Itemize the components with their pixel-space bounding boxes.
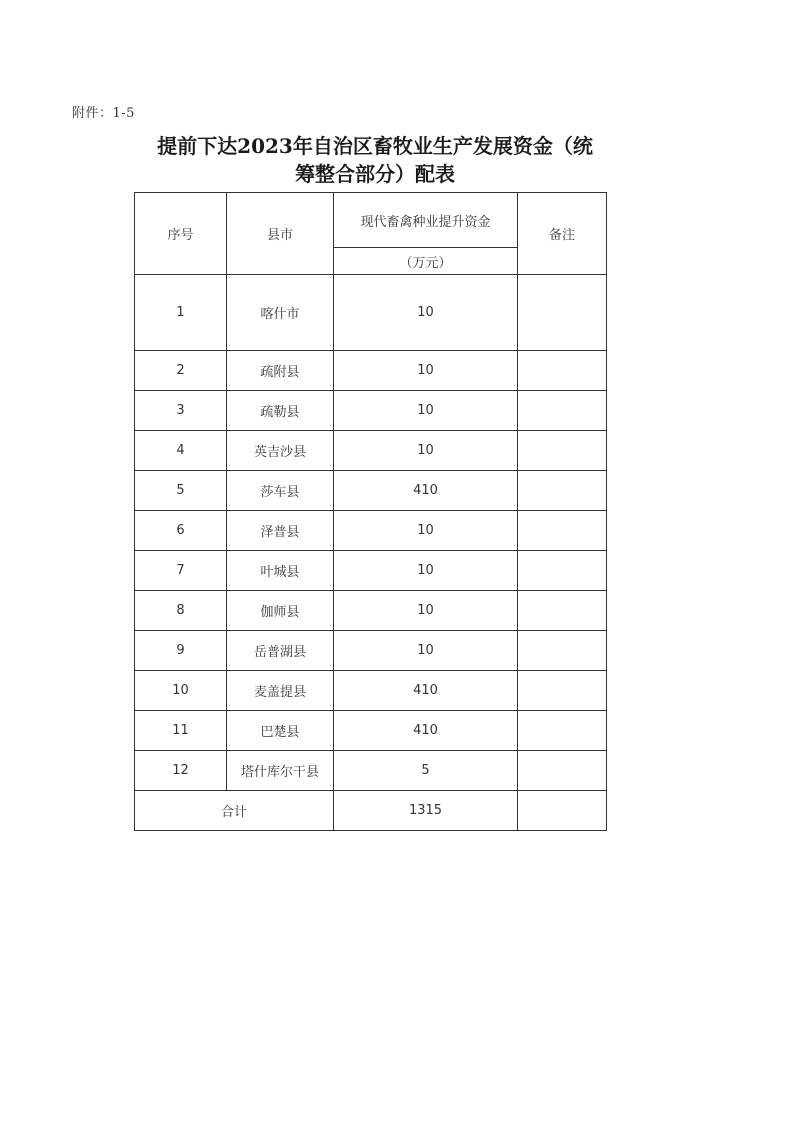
table-row	[135, 431, 607, 471]
cell-seq: 10	[135, 671, 227, 711]
table-row	[135, 751, 607, 791]
header-row	[135, 193, 607, 248]
cell-remarks	[518, 671, 607, 711]
cell-seq: 3	[135, 391, 227, 431]
cell-amount: 5	[334, 751, 518, 791]
table-row	[135, 551, 607, 591]
cell-amount: 10	[334, 431, 518, 471]
cell-amount: 10	[334, 351, 518, 391]
cell-remarks	[518, 711, 607, 751]
cell-remarks	[518, 511, 607, 551]
cell-amount: 10	[334, 511, 518, 551]
table-row	[135, 591, 607, 631]
cell-remarks	[518, 391, 607, 431]
cell-remarks	[518, 431, 607, 471]
cell-seq: 6	[135, 511, 227, 551]
table-row	[135, 471, 607, 511]
cell-county: 莎车县	[227, 471, 334, 511]
header-seq: 序号	[135, 193, 227, 275]
cell-seq: 4	[135, 431, 227, 471]
cell-amount: 410	[334, 711, 518, 751]
table-row	[135, 351, 607, 391]
cell-remarks	[518, 351, 607, 391]
allocation-table	[134, 192, 607, 831]
table-body	[135, 275, 607, 831]
cell-seq: 5	[135, 471, 227, 511]
title-line-1: 提前下达2023年自治区畜牧业生产发展资金（统	[157, 134, 593, 158]
total-remarks	[518, 791, 607, 831]
cell-amount: 410	[334, 671, 518, 711]
cell-county: 喀什市	[227, 275, 334, 351]
cell-amount: 10	[334, 391, 518, 431]
cell-remarks	[518, 275, 607, 351]
cell-seq: 8	[135, 591, 227, 631]
cell-seq: 2	[135, 351, 227, 391]
cell-seq: 1	[135, 275, 227, 351]
table-row	[135, 711, 607, 751]
cell-amount: 10	[334, 275, 518, 351]
table-row	[135, 511, 607, 551]
cell-seq: 11	[135, 711, 227, 751]
cell-seq: 12	[135, 751, 227, 791]
cell-county: 叶城县	[227, 551, 334, 591]
cell-seq: 9	[135, 631, 227, 671]
table-header	[135, 193, 607, 275]
cell-county: 塔什库尔干县	[227, 751, 334, 791]
total-row	[135, 791, 607, 831]
table-row	[135, 631, 607, 671]
table-row	[135, 671, 607, 711]
header-unit: （万元）	[334, 248, 518, 275]
cell-remarks	[518, 471, 607, 511]
cell-county: 疏附县	[227, 351, 334, 391]
cell-remarks	[518, 551, 607, 591]
header-fund: 现代畜禽种业提升资金	[334, 193, 518, 248]
total-label: 合计	[135, 791, 334, 831]
cell-remarks	[518, 751, 607, 791]
total-amount: 1315	[334, 791, 518, 831]
cell-county: 麦盖提县	[227, 671, 334, 711]
cell-seq: 7	[135, 551, 227, 591]
header-remarks: 备注	[518, 193, 607, 275]
header-county: 县市	[227, 193, 334, 275]
document-title	[120, 132, 630, 188]
cell-county: 疏勒县	[227, 391, 334, 431]
attachment-label: 附件：1-5	[72, 106, 135, 121]
cell-amount: 410	[334, 471, 518, 511]
cell-amount: 10	[334, 551, 518, 591]
table-row	[135, 275, 607, 351]
cell-amount: 10	[334, 631, 518, 671]
cell-county: 泽普县	[227, 511, 334, 551]
table-row	[135, 391, 607, 431]
cell-county: 英吉沙县	[227, 431, 334, 471]
cell-remarks	[518, 591, 607, 631]
cell-county: 伽师县	[227, 591, 334, 631]
title-line-2: 筹整合部分）配表	[295, 162, 455, 186]
cell-remarks	[518, 631, 607, 671]
cell-amount: 10	[334, 591, 518, 631]
cell-county: 巴楚县	[227, 711, 334, 751]
cell-county: 岳普湖县	[227, 631, 334, 671]
